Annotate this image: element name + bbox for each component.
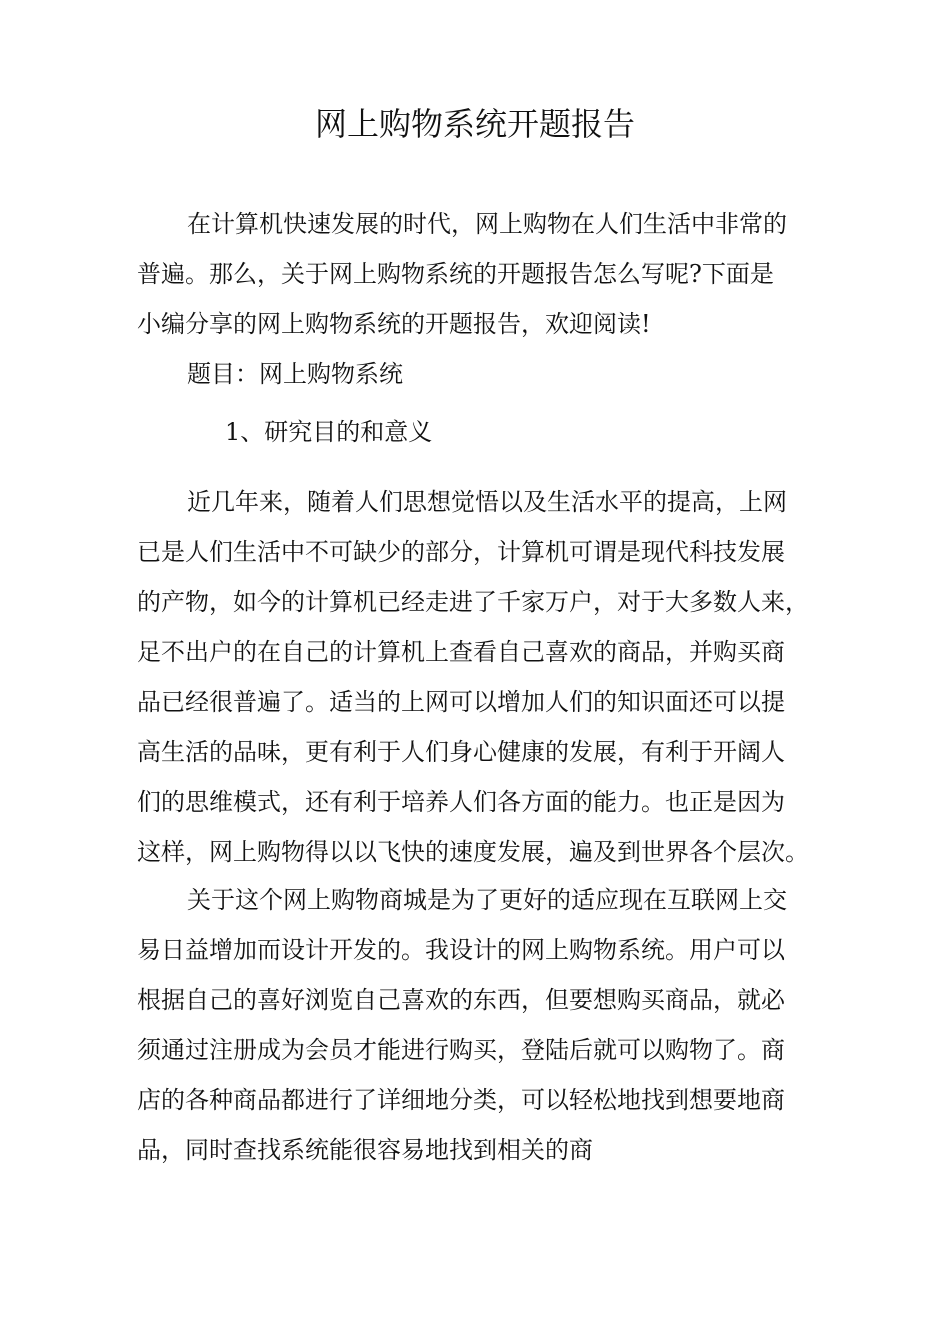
paragraph2-line-2: 易日益增加而设计开发的。我设计的网上购物系统。用户可以	[137, 936, 785, 964]
paragraph2-line-3: 根据自己的喜好浏览自己喜欢的东西，但要想购买商品，就必	[137, 986, 785, 1014]
intro-line-1: 在计算机快速发展的时代，网上购物在人们生活中非常的	[187, 210, 787, 238]
paragraph1-line-5: 品已经很普遍了。适当的上网可以增加人们的知识面还可以提	[137, 688, 785, 716]
paragraph2-line-6: 品，同时查找系统能很容易地找到相关的商	[137, 1136, 593, 1164]
paragraph1-line-8: 这样，网上购物得以以飞快的速度发展，遍及到世界各个层次。	[137, 838, 809, 866]
paragraph2-line-1: 关于这个网上购物商城是为了更好的适应现在互联网上交	[187, 886, 787, 914]
paragraph1-line-4: 足不出户的在自己的计算机上查看自己喜欢的商品，并购买商	[137, 638, 785, 666]
paragraph1-line-7: 们的思维模式，还有利于培养人们各方面的能力。也正是因为	[137, 788, 785, 816]
section-heading: 1、研究目的和意义	[225, 418, 433, 446]
intro-line-3: 小编分享的网上购物系统的开题报告，欢迎阅读!	[137, 310, 651, 338]
intro-line-2: 普遍。那么，关于网上购物系统的开题报告怎么写呢?下面是	[137, 260, 774, 288]
paragraph1-line-3: 的产物，如今的计算机已经走进了千家万户，对于大多数人来，	[137, 588, 809, 616]
topic-line: 题目：网上购物系统	[187, 360, 403, 388]
document-title: 网上购物系统开题报告	[314, 105, 635, 143]
paragraph1-line-1: 近几年来，随着人们思想觉悟以及生活水平的提高，上网	[187, 488, 787, 516]
paragraph1-line-6: 高生活的品味，更有利于人们身心健康的发展，有利于开阔人	[137, 738, 785, 766]
paragraph2-line-4: 须通过注册成为会员才能进行购买，登陆后就可以购物了。商	[137, 1036, 785, 1064]
paragraph2-line-5: 店的各种商品都进行了详细地分类，可以轻松地找到想要地商	[137, 1086, 785, 1114]
paragraph1-line-2: 已是人们生活中不可缺少的部分，计算机可谓是现代科技发展	[137, 538, 785, 566]
